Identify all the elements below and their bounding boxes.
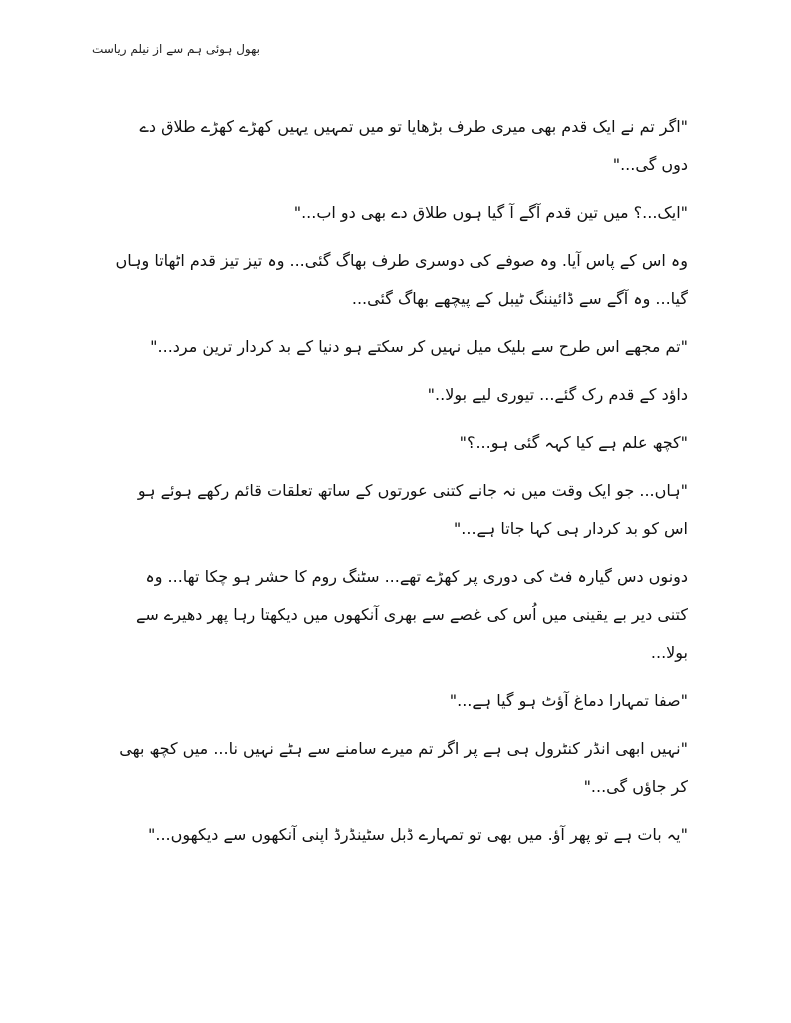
paragraph-10: "نہیں ابھی انڈر کنٹرول ہی ہے پر اگر تم میرے سامنے سے ہٹے نہیں نا... میں کچھ بھی کر جاؤں گی..." [119, 739, 688, 796]
paragraph-8: دونوں دس گیارہ فٹ کی دوری پر کھڑے تھے... سٹنگ روم کا حشر ہو چکا تھا... وہ کتنی دیر بے یقینی میں اُس کی غصے سے بھری آنکھوں میں دیکھتا رہا پھر دھیرے سے بولا... [135, 567, 688, 662]
paragraph-7: "ہاں... جو ایک وقت میں نہ جانے کتنی عورتوں کے ساتھ تعلقات قائم رکھے ہوئے ہو اس کو بد کردار ہی کہا جاتا ہے..." [137, 481, 688, 538]
paragraph-9: "صفا تمہارا دماغ آؤٹ ہو گیا ہے..." [449, 691, 688, 710]
paragraph-3: وہ اس کے پاس آیا. وہ صوفے کی دوسری طرف بھاگ گئی... وہ تیز تیز قدم اٹھاتا وہاں گیا... وہ آگے سے ڈائیننگ ٹیبل کے پیچھے بھاگ گئی... [115, 251, 688, 308]
paragraph-11: "یہ بات ہے تو پھر آؤ. میں بھی تو تمہارے ڈبل سٹینڈرڈ اپنی آنکھوں سے دیکھوں..." [148, 825, 688, 844]
story-body [110, 108, 688, 864]
paragraph-5: داؤد کے قدم رک گئے... تیوری لیے بولا.." [427, 385, 688, 404]
paragraph-4: "تم مجھے اس طرح سے بلیک میل نہیں کر سکتے ہو دنیا کے بد کردار ترین مرد..." [150, 337, 688, 356]
running-header: بھول ہوئی ہم سے از نیلم ریاست [91, 42, 260, 56]
paragraph-2: "ایک...؟ میں تین قدم آگے آ گیا ہوں طلاق دے بھی دو اب..." [293, 203, 688, 222]
paragraph-1: "اگر تم نے ایک قدم بھی میری طرف بڑھایا تو میں تمہیں یہیں کھڑے کھڑے طلاق دے دوں گی..." [139, 117, 688, 174]
paragraph-6: "کچھ علم ہے کیا کہہ گئی ہو...؟" [459, 433, 688, 452]
